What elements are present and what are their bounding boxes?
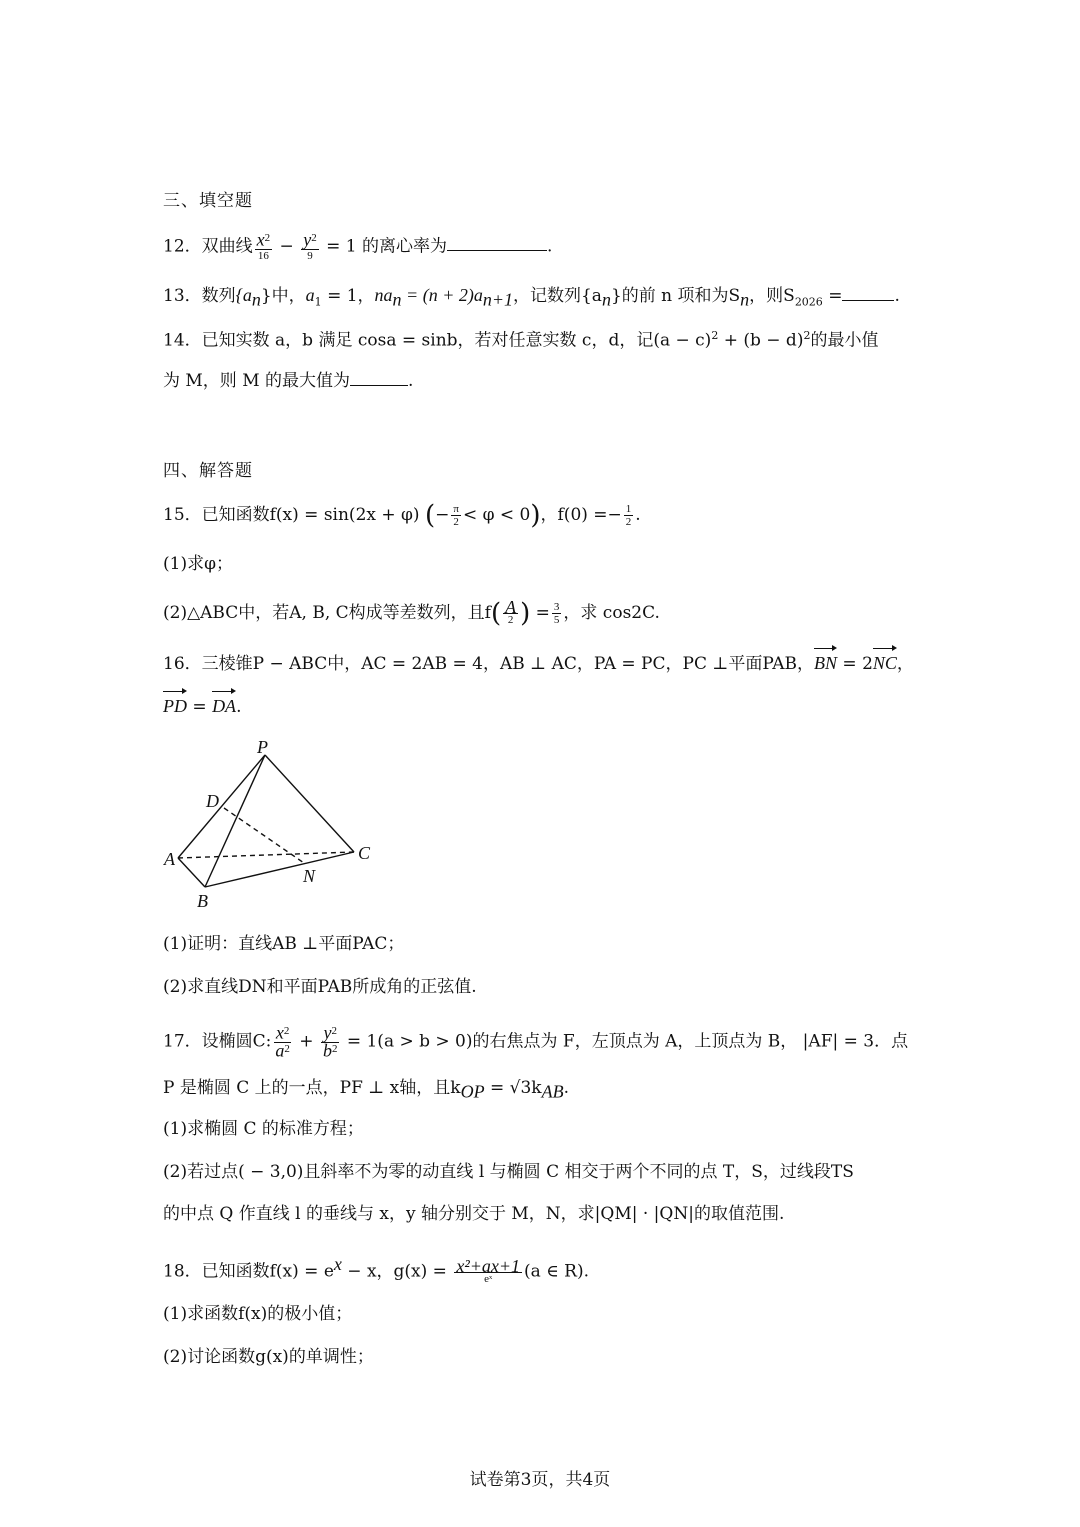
q13-sub1: 1 [314,295,322,309]
q14-tail: 的最小值 [810,330,879,351]
q18-supx: x [333,1254,342,1274]
q17-subAB: AB [541,1081,564,1102]
question-17-part1: (1)求椭圆 C 的标准方程； [163,1119,364,1139]
question-15 [163,500,930,531]
q17-subOP: OP [460,1081,485,1102]
edge-PA [178,755,265,858]
question-16-line1 [163,650,930,677]
label-C: C [358,843,371,863]
q13-subn2: n [601,289,611,310]
vector-PD: PD [163,693,187,719]
vector-BN: BN [814,650,837,676]
paren-left-icon: ( [490,598,502,629]
q12-eq: = 1 [326,236,357,257]
label-D: D [206,791,219,811]
edge-AB [178,858,205,887]
q13-subn3: n [740,289,750,310]
question-13 [163,282,930,315]
q17-mid: = 1(a > b > 0)的右焦点为 F，左顶点为 A，上顶点为 B， |AF| = 3．点 [341,1031,909,1052]
q15-p2a: (2)△ABC中，若A, B, C构成等差数列，且f [163,603,491,623]
q14-t1: 14．已知实数 a，b 满足 cosa = sinb，若对任意实数 c，d，记(a − c) [163,330,712,351]
vector-DA: DA [212,693,236,719]
q12-text: 双曲线 [201,236,253,257]
q13-a1: a [305,285,315,305]
q16-t1: 16．三棱锥P − ABC中，AC = 2AB = 4，AB ⊥ AC，PA = PC，PC ⊥平面PAB， [163,654,814,674]
tetrahedron-figure [158,735,388,915]
label-P: P [257,737,268,757]
q18-pre: 18．已知函数f(x) = e [163,1261,334,1282]
question-18 [163,1251,930,1285]
q15-post: ，f(0) =− [540,505,622,525]
q13-t1: 13．数列 [163,286,236,306]
question-17-line2 [163,1075,930,1104]
q13-answer-blank[interactable] [842,282,894,301]
q13-subn: n [392,289,402,310]
question-17-part2-line1: (2)若过点( − 3,0)且斜率不为零的动直线 l 与椭圆 C 相交于两个不同的点 T，S，过线段TS [163,1162,854,1182]
q15-p2c: ，求 cos2C. [563,603,660,623]
q14-mid: + (b − d) [718,330,804,351]
q13-t3: }的前 n 项和为S [610,286,741,306]
q15-neg: − [435,505,450,525]
question-14-line1 [163,323,930,354]
q17-frac-x: $\frac{x^2}{a^2}$ [275,1022,290,1061]
question-16-part2: (2)求直线DN和平面PAB所成角的正弦值. [163,977,477,997]
q17-l2a: P 是椭圆 C 上的一点，PF ⊥ x轴，且k [163,1078,461,1098]
q12-post: 的离心率为 [361,236,447,257]
q16-comma: ， [896,654,914,674]
q18-mid: − x，g(x) = [341,1261,447,1282]
question-12: 12．双曲线 $\frac{x^2}{16}$ − $\frac{y^2}{9}$ = 1 的离心率为 . [163,229,553,262]
q15-pre: 15．已知函数f(x) = sin(2x + φ) [163,505,420,525]
paren-left-icon: ( [424,500,436,531]
q16-eq2: = [187,697,213,717]
label-A: A [164,849,175,869]
q16-end: . [236,697,242,717]
q13-eq2: = (n + 2)a [401,285,483,305]
q13-nan: na [374,285,393,305]
q14-sq1: 2 [711,329,719,342]
q12-number: 12． [163,236,202,257]
q16-eq: = 2 [837,654,873,674]
q14-answer-blank[interactable] [350,367,408,386]
q13-an: {a [235,285,252,305]
page-footer: 试卷第3页，共4页 [469,1470,611,1490]
vector-NC: NC [873,650,897,676]
q13-t5: = [822,286,843,306]
q13-subn1: n+1 [482,289,513,310]
question-15-part2 [163,597,930,629]
edge-PC [265,755,354,852]
question-16-part1: (1)证明：直线AB ⊥平面PAC； [163,934,405,954]
q12-end: . [546,236,553,257]
segment-DN-hidden [224,808,304,863]
q17-l2b: = √3k [484,1078,542,1098]
q15-p2b: = [530,603,550,623]
q18-post: (a ∈ R). [524,1261,589,1282]
label-B: B [197,891,208,911]
q14-sq2: 2 [803,329,811,342]
paren-right-icon: ) [520,598,531,629]
question-17-part2-line2: 的中点 Q 作直线 l 的垂线与 x，y 轴分别交于 M，N，求|QM| · |QN|的取值范围. [163,1204,785,1224]
q17-frac-y: $\frac{y^2}{b^2}$ [322,1022,338,1061]
edge-AC-hidden [178,852,354,858]
q17-pre: 17．设椭圆C: [163,1031,272,1052]
q13-close: }中， [260,286,306,306]
q14-t2: 为 M，则 M 的最大值为 [163,371,351,391]
section-heading-answer: 四、解答题 [163,461,253,481]
q12-answer-blank[interactable] [447,232,547,251]
q15-end: . [635,505,641,525]
q12-frac-x: $\frac{x^2}{16}$ [256,229,271,262]
q12-frac-y: $\frac{y^2}{9}$ [303,229,317,262]
question-16-line2 [163,693,930,720]
q13-eq1: = 1， [321,286,375,306]
section-heading-fill: 三、填空题 [163,191,253,211]
q15-frac-35: $\frac{3}{5}$ [553,601,560,626]
question-18-part1: (1)求函数f(x)的极小值； [163,1304,353,1324]
q15-frac-pi: $\frac{\pi}{2}$ [453,503,459,528]
q17-end: . [563,1078,569,1098]
label-N: N [303,866,316,886]
question-18-part2: (2)讨论函数g(x)的单调性； [163,1347,374,1367]
question-14-line2 [163,367,930,394]
paren-right-icon: ) [530,500,541,531]
q13-sub2026: 2026 [794,295,823,309]
edge-PB [205,755,265,887]
q15-frac-half: $\frac{1}{2}$ [625,503,632,528]
q13-t4: ，则S [749,286,795,306]
q13-sub: n [251,289,261,310]
q18-frac-g: $\frac{\text{x²+ax+1}}{\text{eˣ}}$ [456,1255,520,1285]
q15-frac-A2: $\frac{A}{2}$ [505,597,517,626]
q14-end: . [408,371,414,391]
q13-t2: ，记数列{a [512,286,602,306]
question-15-part1: (1)求φ； [163,554,233,574]
edge-BC [205,852,354,887]
q13-end: . [894,286,900,306]
question-17-line1: 17．设椭圆C: $\frac{x^2}{a^2}$ + $\frac{y^2}{b^2}$ = 1(a > b > 0)的右焦点为 F，左顶点为 A，上顶点为 B， |AF| = 3．点 [163,1022,909,1061]
q15-cond: < φ < 0 [462,505,531,525]
